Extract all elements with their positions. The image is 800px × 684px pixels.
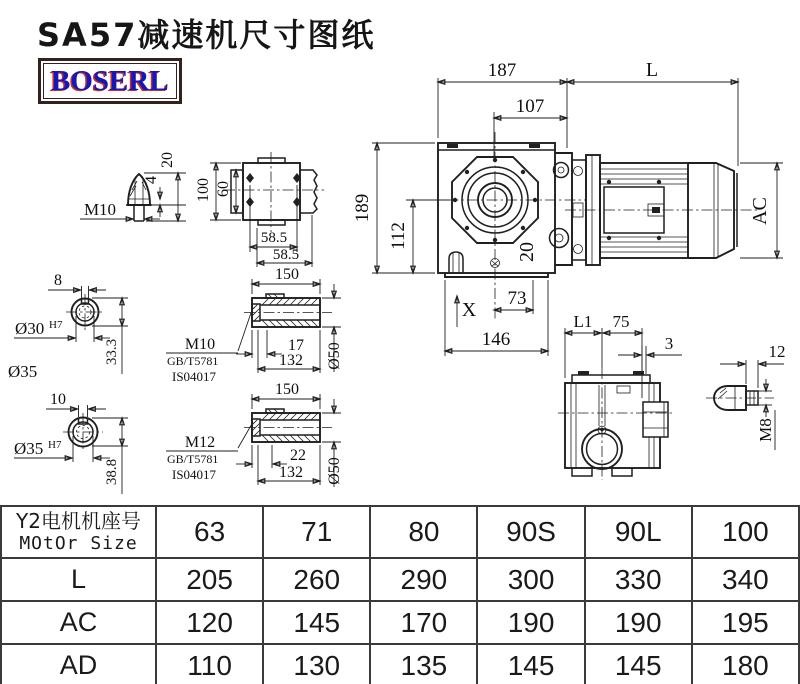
AC-63: 120 (156, 601, 263, 644)
brand-logo-text: BOSERL (51, 65, 169, 97)
dim-10: 10 (50, 391, 66, 408)
col-63: 63 (156, 506, 263, 558)
dim-146: 146 (481, 329, 511, 350)
table-row-AC (1, 601, 799, 644)
dim-187: 187 (487, 60, 517, 81)
dim-33-3: 33.3 (104, 338, 120, 366)
AC-80: 170 (370, 601, 477, 644)
dim-189: 189 (352, 193, 373, 223)
row-label-AD: AD (1, 644, 156, 684)
dim-L1: L1 (573, 312, 593, 331)
dim-20: 20 (516, 242, 538, 262)
motor-size-label-cn: Y2电机机座号 (16, 509, 141, 533)
dim-L: L (645, 59, 659, 81)
AC-90S: 190 (477, 601, 584, 644)
AC-100: 195 (692, 601, 799, 644)
hollow-shaft-1-view (166, 266, 343, 384)
dim-17: 17 (288, 337, 304, 354)
dim-dia35-fit: H7 (48, 439, 62, 451)
label-m12-std: M12 (184, 434, 216, 451)
dim-58-5-a: 58.5 (260, 230, 288, 246)
label-m10: M10 (83, 200, 117, 219)
col-90S: 90S (477, 506, 584, 558)
L-90L: 330 (585, 558, 692, 601)
dim-38-8: 38.8 (104, 458, 120, 486)
motor-size-table (0, 505, 800, 684)
AD-71: 130 (263, 644, 370, 684)
row-label-AC: AC (1, 601, 156, 644)
m10-bolt-detail (80, 152, 186, 221)
table-row-L (1, 558, 799, 601)
label-iso4017-s2: IS04017 (172, 467, 217, 482)
label-dia35: Ø35 (8, 362, 38, 381)
dim-dia35h7: Ø35 (14, 439, 44, 458)
label-gbt5781-s1: GB/T5781 (167, 354, 219, 368)
dim-132-s2: 132 (279, 464, 303, 481)
flange-top-view (195, 152, 324, 267)
dim-75: 75 (612, 312, 630, 331)
AD-90L: 145 (585, 644, 692, 684)
dim-60: 60 (215, 181, 232, 197)
dim-112: 112 (388, 222, 409, 250)
L-71: 260 (263, 558, 370, 601)
AD-100: 180 (692, 644, 799, 684)
dim-dia30-fit: H7 (49, 319, 63, 331)
dim-22: 22 (290, 447, 306, 464)
dim-73: 73 (507, 288, 527, 309)
rear-view (558, 312, 682, 480)
dim-dia30: Ø30 (15, 319, 45, 338)
dim-AC: AC (749, 197, 771, 225)
dim-132-s1: 132 (279, 352, 303, 369)
main-view (352, 59, 783, 356)
dim-dia50-s1: Ø50 (326, 342, 343, 370)
dim-58-5-b: 58.5 (272, 247, 300, 263)
bore-30-view (14, 272, 128, 374)
hollow-shaft-2-view (166, 381, 343, 487)
L-63: 205 (156, 558, 263, 601)
AC-71: 145 (263, 601, 370, 644)
row-label-L: L (1, 558, 156, 601)
bore-35-view (14, 391, 128, 494)
dim-150-s2: 150 (275, 381, 299, 398)
dim-X: X (461, 299, 477, 321)
col-90L: 90L (585, 506, 692, 558)
table-header-motor-size (1, 506, 156, 558)
col-100: 100 (692, 506, 799, 558)
table-row-AD (1, 644, 799, 684)
dim-107: 107 (515, 96, 545, 117)
m8-bolt-detail (706, 342, 786, 450)
col-71: 71 (263, 506, 370, 558)
AD-80: 135 (370, 644, 477, 684)
AD-63: 110 (156, 644, 263, 684)
dim-150-s1: 150 (275, 266, 299, 283)
dim-3: 3 (664, 334, 674, 353)
label-iso4017-s1: IS04017 (172, 369, 217, 384)
page-title: SA57减速机尺寸图纸 (37, 16, 376, 54)
dim-4: 4 (143, 176, 160, 184)
dim-100: 100 (195, 178, 212, 202)
col-80: 80 (370, 506, 477, 558)
AD-90S: 145 (477, 644, 584, 684)
dim-8: 8 (54, 272, 62, 289)
dim-M8: M8 (756, 418, 775, 442)
dim-20-bolt: 20 (159, 152, 176, 168)
label-m10-std: M10 (184, 336, 216, 353)
dim-dia50-s2: Ø50 (326, 457, 343, 485)
label-gbt5781-s2: GB/T5781 (167, 452, 219, 466)
AC-90L: 190 (585, 601, 692, 644)
L-80: 290 (370, 558, 477, 601)
motor-size-label-en: MOtOr Size (19, 533, 138, 554)
table-row-header (1, 506, 799, 558)
dim-12: 12 (768, 342, 786, 361)
L-90S: 300 (477, 558, 584, 601)
L-100: 340 (692, 558, 799, 601)
